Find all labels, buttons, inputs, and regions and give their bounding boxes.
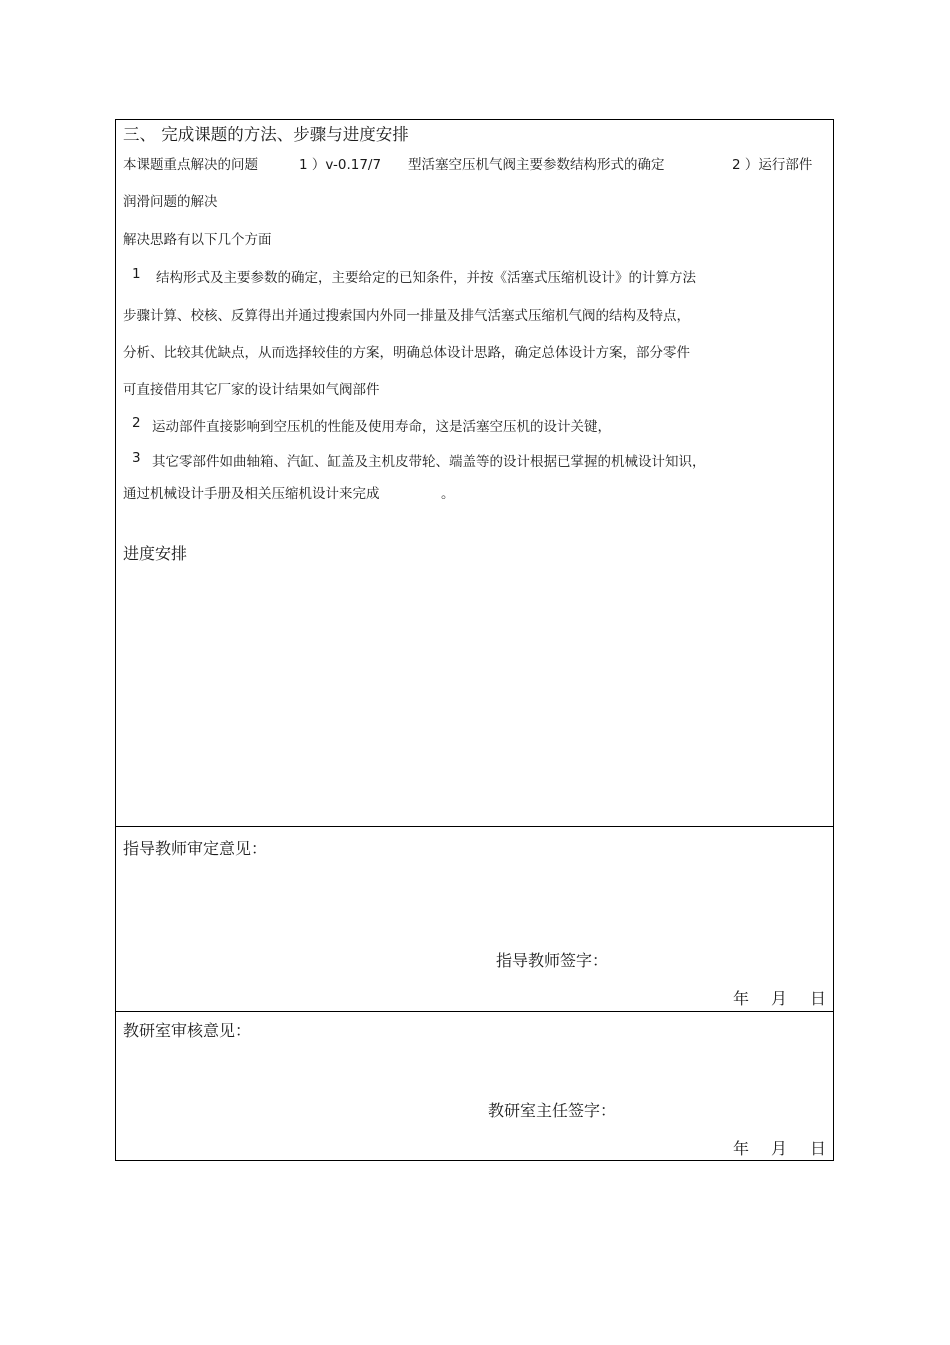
schedule-label: 进度安排	[123, 544, 188, 563]
approach-intro: 解决思路有以下几个方面	[123, 232, 272, 248]
problem-1-text: 型活塞空压机气阀主要参数结构形式的确定	[408, 157, 665, 173]
item-1-line-4: 可直接借用其它厂家的设计结果如气阀部件	[123, 382, 380, 398]
department-year: 年	[733, 1139, 750, 1158]
item-2-text: 运动部件直接影响到空压机的性能及使用寿命，这是活塞空压机的设计关键，	[152, 419, 611, 435]
problem-2: 2 ）运行部件	[732, 157, 813, 173]
item-1-line-1: 结构形式及主要参数的确定，主要给定的已知条件，并按《活塞式压缩机设计》的计算方法	[156, 270, 696, 286]
item-3-number: 3	[132, 450, 141, 466]
advisor-month: 月	[771, 989, 788, 1008]
department-signature-label: 教研室主任签字：	[488, 1101, 617, 1120]
department-opinion-label: 教研室审核意见：	[123, 1021, 252, 1040]
advisor-opinion-label: 指导教师审定意见：	[123, 839, 268, 858]
divider-department	[116, 1011, 833, 1012]
problem-1-number: 1 ）v-0.17/7	[299, 157, 382, 173]
department-day: 日	[810, 1139, 827, 1158]
item-1-number: 1	[132, 266, 141, 282]
divider-advisor	[116, 826, 833, 827]
item-3-line-1: 其它零部件如曲轴箱、汽缸、缸盖及主机皮带轮、端盖等的设计根据已掌握的机械设计知识，	[152, 454, 706, 470]
item-1-line-3: 分析、比较其优缺点，从而选择较佳的方案，明确总体设计思路，确定总体设计方案，部分零件	[123, 345, 690, 361]
department-month: 月	[771, 1139, 788, 1158]
form-table	[115, 119, 834, 1161]
problem-label: 本课题重点解决的问题	[123, 157, 258, 173]
section-heading: 三、 完成课题的方法、步骤与进度安排	[123, 125, 409, 144]
item-1-line-2: 步骤计算、校核、反算得出并通过搜索国内外同一排量及排气活塞式压缩机气阀的结构及特点，	[123, 308, 690, 324]
problem-continuation: 润滑问题的解决	[123, 194, 218, 210]
item-3-line-2: 通过机械设计手册及相关压缩机设计来完成	[123, 486, 380, 502]
advisor-signature-label: 指导教师签字：	[496, 951, 609, 970]
advisor-year: 年	[733, 989, 750, 1008]
item-3-end-mark: 。	[441, 486, 455, 502]
item-2-number: 2	[132, 415, 141, 431]
advisor-day: 日	[810, 989, 827, 1008]
